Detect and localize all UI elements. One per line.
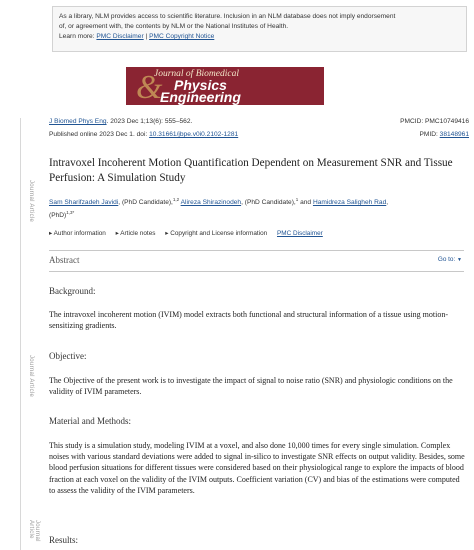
background-heading: Background: <box>49 286 96 296</box>
abstract-heading: Abstract <box>49 255 80 265</box>
banner-physics-line: Physics <box>174 77 227 93</box>
results-heading: Results: <box>49 535 79 545</box>
methods-heading: Material and Methods: <box>49 416 131 426</box>
banner-ampersand: & <box>136 69 163 105</box>
sidebar-label-3: Journal Article <box>28 520 40 542</box>
pmcid: PMCID: PMC10749416 <box>400 118 469 125</box>
pmid-label: PMID: <box>419 131 438 138</box>
article-title: Intravoxel Incoherent Motion Quantification Dependent on Measurement SNR and Tissue Perfusion: A Simulation Study <box>49 157 453 184</box>
pmc-disclaimer-link[interactable]: PMC Disclaimer <box>96 33 144 40</box>
author-affil-3: 1,3* <box>66 210 75 216</box>
tab-author-information[interactable]: ▸ Author information <box>49 230 106 237</box>
author-role-1: , (PhD Candidate), <box>118 199 173 207</box>
pmid-block <box>419 131 469 138</box>
methods-text: This study is a simulation study, modeling IVIM at a voxel, and also done 10,000 times for every single simulation. Complex noises with various standard deviations were added to signal in-silico to investigate SNR effects on output validity. Besides, some blood perfusion situations for different tissues were considered based on their physiological range to explore the impacts of blood fraction at each voxel on the validity of the IVIM outputs. Coefficient variation (CV) and bias of the estimations were computed to assess the validity of the IVIM parameters. <box>49 441 465 495</box>
author-affil-2: 1 <box>295 197 299 202</box>
author-link-3[interactable]: Hamidreza Saligheh Rad <box>312 199 387 207</box>
nlm-notice <box>52 6 467 52</box>
journal-link[interactable]: J Biomed Phys Eng <box>49 118 107 125</box>
chevron-down-icon: ▼ <box>457 257 462 263</box>
author-link-1[interactable]: Sam Sharifzadeh Javidi <box>49 199 119 207</box>
article-info-tabs <box>49 229 323 237</box>
author-list <box>49 195 469 221</box>
tab-copyright-label: Copyright and License information <box>170 230 268 237</box>
published-line <box>49 131 469 138</box>
objective-heading: Objective: <box>49 351 87 361</box>
objective-text: The Objective of the present work is to investigate the impact of signal to noise ratio (SNR) and physiologic conditions on the validity of IVIM parameters. <box>49 376 453 397</box>
author-link-2[interactable]: Alireza Shirazinodeh <box>180 199 242 207</box>
banner-engineering-line: Engineering <box>160 89 241 105</box>
banner-journal-line: Journal of Biomedical <box>154 69 239 79</box>
author-role-2: , (PhD Candidate), <box>241 199 296 207</box>
pmc-disclaimer-tab-link[interactable]: PMC Disclaimer <box>276 230 323 237</box>
notice-links <box>59 32 460 42</box>
divider-top <box>49 250 464 251</box>
author-and: and <box>300 199 312 207</box>
learn-more-label: Learn more: <box>59 33 95 40</box>
citation-line <box>49 118 469 125</box>
author-role-3b: (PhD) <box>49 212 67 220</box>
pmc-copyright-link[interactable]: PMC Copyright Notice <box>149 33 215 40</box>
tab-copyright[interactable]: ▸ Copyright and License information <box>165 230 268 237</box>
sidebar-label-2: Journal Article <box>28 355 34 398</box>
published-text: Published online 2023 Dec 1. doi: <box>49 131 148 138</box>
notice-line-1: As a library, NLM provides access to scientific literature. Inclusion in an NLM database does not imply endorsement <box>59 13 396 20</box>
link-separator: | <box>145 33 148 40</box>
divider-abstract <box>49 271 464 272</box>
notice-line-2: of, or agreement with, the contents by NLM or the National Institutes of Health. <box>59 23 289 30</box>
goto-label: Go to: <box>437 256 456 263</box>
journal-banner-logo[interactable] <box>126 67 324 105</box>
goto-menu[interactable] <box>438 256 462 263</box>
author-role-3: , <box>386 199 389 207</box>
tab-article-notes[interactable]: ▸ Article notes <box>115 230 156 237</box>
tab-author-information-label: Author information <box>53 230 106 237</box>
background-text: The intravoxel incoherent motion (IVIM) model extracts both functional and structural information of a tissue using motion-sensitizing gradients. <box>49 310 449 331</box>
author-affil-1: 1,2 <box>172 197 180 202</box>
tab-article-notes-label: Article notes <box>120 230 156 237</box>
citation-details: . 2023 Dec 1;13(6): 555–562. <box>106 118 193 125</box>
doi-link[interactable]: 10.31661/jbpe.v0i0.2102-1281 <box>149 131 239 138</box>
sidebar-label-1: Journal Article <box>28 180 34 223</box>
pmid-link[interactable]: 38148961 <box>439 131 469 138</box>
